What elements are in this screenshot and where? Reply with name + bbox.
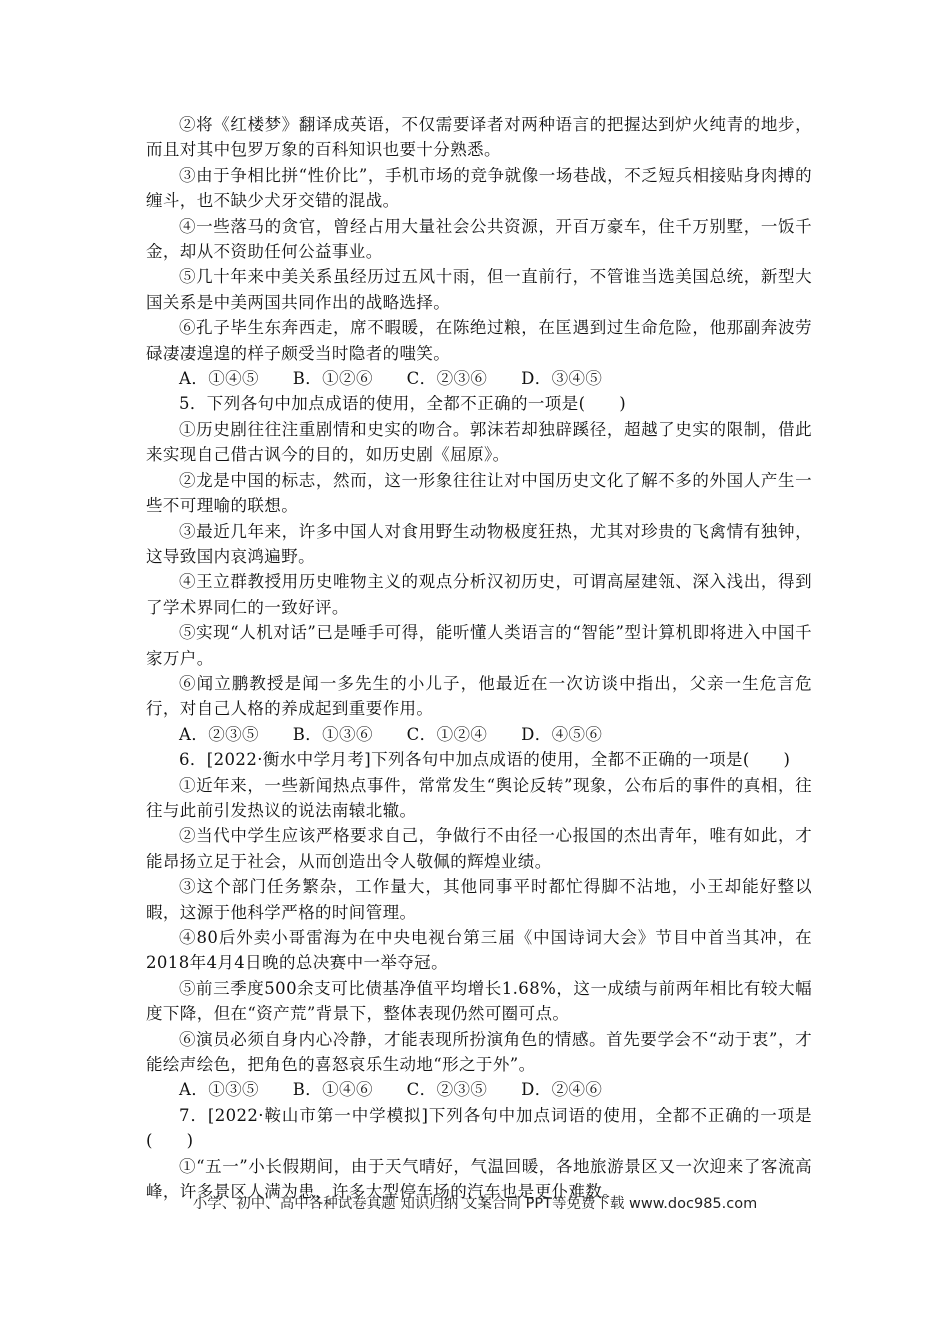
- q5-item-2: ②龙是中国的标志，然而，这一形象往往让对中国历史文化了解不多的外国人产生一些不可理喻的联想。: [146, 470, 812, 516]
- q7-item-1: ①“五一”小长假期间，由于天气晴好，气温回暖，各地旅游景区又一次迎来了客流高峰，许多景区人满为患，许多大型停车场的汽车也是更仆难数。: [146, 1156, 812, 1202]
- q4-item-4: ④一些落马的贪官，曾经占用大量社会公共资源，开百万豪车，住千万别墅，一饭千金，却从不资助任何公益事业。: [146, 216, 812, 262]
- q7-stem: 7．[2022·鞍山市第一中学模拟]下列各句中加点词语的使用，全都不正确的一项是( ): [146, 1105, 812, 1151]
- q6-item-6: ⑥演员必须自身内心冷静，才能表现所扮演角色的情感。首先要学会不“动于衷”，才能绘声绘色，把角色的喜怒哀乐生动地“形之于外”。: [146, 1029, 812, 1075]
- q4-item-6: ⑥孔子毕生东奔西走，席不暇暖，在陈绝过粮，在匡遇到过生命危险，他那副奔波劳碌凄凄遑遑的样子颇受当时隐者的嗤笑。: [146, 318, 812, 363]
- q5-item-1: ①历史剧往往注重剧情和史实的吻合。郭沫若却独辟蹊径，超越了史实的限制，借此来实现自己借古讽今的目的，如历史剧《屈原》。: [146, 419, 812, 465]
- q5-item-4: ④王立群教授用历史唯物主义的观点分析汉初历史，可谓高屋建瓴、深入浅出，得到了学术界同仁的一致好评。: [146, 572, 812, 617]
- q5-item-6: ⑥闻立鹏教授是闻一多先生的小儿子，他最近在一次访谈中指出，父亲一生危言危行，对自己人格的养成起到重要作用。: [146, 673, 812, 719]
- q6-item-1: ①近年来，一些新闻热点事件，常常发生“舆论反转”现象，公布后的事件的真相，往往与此前引发热议的说法南辕北辙。: [146, 775, 812, 820]
- q6-item-2: ②当代中学生应该严格要求自己，争做行不由径一心报国的杰出青年，唯有如此，才能昂扬立足于社会，从而创造出令人敬佩的辉煌业绩。: [146, 826, 812, 871]
- q5-item-3: ③最近几年来，许多中国人对食用野生动物极度狂热，尤其对珍贵的飞禽情有独钟，这导致国内哀鸿遍野。: [146, 521, 812, 566]
- q4-item-3: ③由于争相比拼“性价比”，手机市场的竞争就像一场巷战，不乏短兵相接贴身肉搏的缠斗，也不缺少犬牙交错的混战。: [146, 165, 812, 211]
- q6-stem: 6．[2022·衡水中学月考]下列各句中加点成语的使用，全都不正确的一项是( ): [179, 750, 791, 770]
- question-content: [146, 112, 812, 1204]
- q4-item-2: ②将《红楼梦》翻译成英语，不仅需要译者对两种语言的把握达到炉火纯青的地步，而且对其中包罗万象的百科知识也要十分熟悉。: [146, 115, 812, 160]
- footer-link-text[interactable]: 小学、初中、高中各种试卷真题 知识归纳 文案合同 PPT等免费下载 www.doc985.com: [192, 1196, 758, 1212]
- q6-item-4: ④80后外卖小哥雷海为在中央电视台第三届《中国诗词大会》节目中首当其冲，在2018年4月4日晚的总决赛中一举夺冠。: [146, 928, 812, 973]
- q5-item-5: ⑤实现“人机对话”已是唾手可得，能听懂人类语言的“智能”型计算机即将进入中国千家万户。: [146, 623, 812, 668]
- q4-item-5: ⑤几十年来中美关系虽经历过五风十雨，但一直前行，不管谁当选美国总统，新型大国关系是中美两国共同作出的战略选择。: [146, 267, 812, 312]
- q4-options: A．①④⑤ B．①②⑥ C．②③⑥ D．③④⑤: [179, 369, 603, 389]
- q5-stem: 5．下列各句中加点成语的使用，全都不正确的一项是( ): [179, 394, 627, 414]
- q6-options: A．①③⑤ B．①④⑥ C．②③⑤ D．②④⑥: [179, 1080, 603, 1100]
- q6-item-3: ③这个部门任务繁杂，工作量大，其他同事平时都忙得脚不沾地，小王却能好整以暇，这源于他科学严格的时间管理。: [146, 877, 812, 922]
- q5-options: A．②③⑤ B．①③⑥ C．①②④ D．④⑤⑥: [179, 724, 603, 744]
- q6-item-5: ⑤前三季度500余支可比债基净值平均增长1.68%，这一成绩与前两年相比有较大幅度下降，但在“资产荒”背景下，整体表现仍然可圈可点。: [146, 978, 812, 1024]
